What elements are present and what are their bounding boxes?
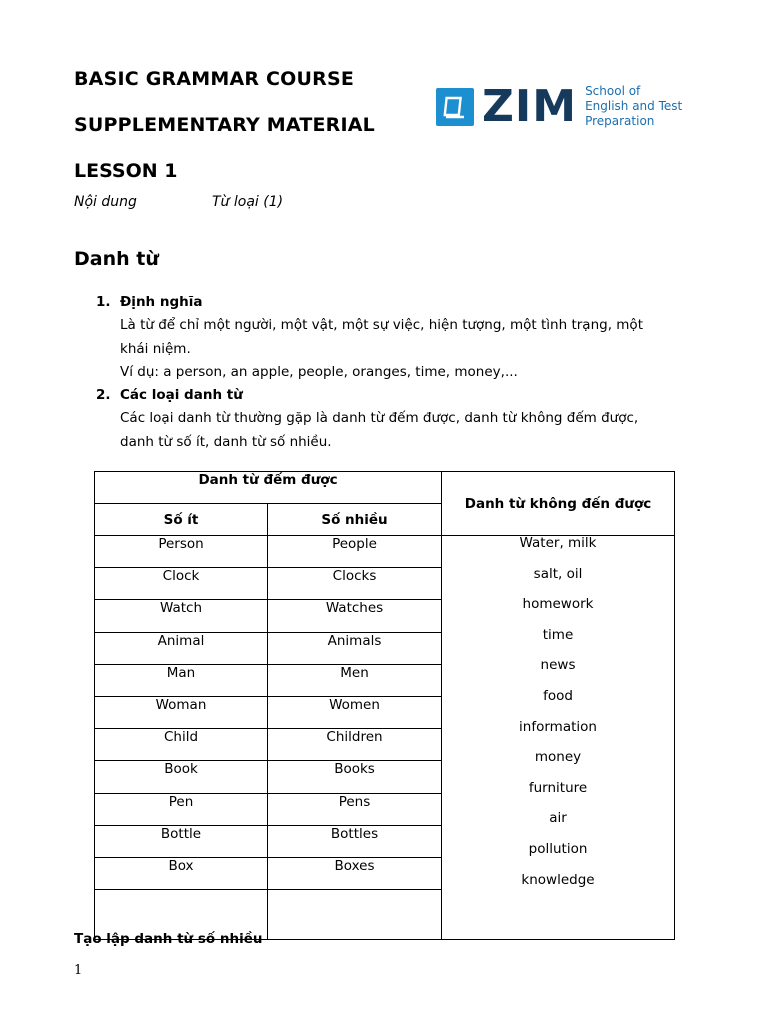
countable-header: Danh từ đếm được	[95, 472, 442, 504]
plural-cell: People	[268, 536, 442, 568]
section-title: Danh từ	[74, 248, 159, 270]
singular-cell: Woman	[95, 696, 268, 728]
empty-plural-cell	[268, 890, 442, 940]
item-1-line-3: Ví dụ: a person, an apple, people, oranges, time, money,...	[120, 364, 518, 380]
logo-tagline	[585, 84, 682, 129]
singular-cell: Person	[95, 536, 268, 568]
content-label: Nội dung	[74, 194, 137, 210]
item-2-line-2: danh từ số ít, danh từ số nhiều.	[120, 434, 332, 450]
uncountable-item: pollution	[528, 840, 588, 857]
plural-cell: Books	[268, 761, 442, 793]
plural-cell: Clocks	[268, 568, 442, 600]
item-1-number: 1.	[96, 294, 111, 310]
singular-header: Số ít	[95, 504, 268, 536]
singular-cell: Clock	[95, 568, 268, 600]
item-2-number: 2.	[96, 387, 111, 403]
uncountable-header: Danh từ không đến được	[442, 472, 675, 536]
plural-header: Số nhiều	[268, 504, 442, 536]
course-subtitle: SUPPLEMENTARY MATERIAL	[74, 114, 375, 136]
plural-cell: Pens	[268, 793, 442, 825]
logo-tag-line2: English and Test	[585, 99, 683, 113]
singular-cell: Animal	[95, 632, 268, 664]
uncountable-item: news	[540, 657, 576, 674]
plural-cell: Animals	[268, 632, 442, 664]
item-2-line-1: Các loại danh từ thường gặp là danh từ đếm được, danh từ không đếm được,	[120, 410, 639, 426]
lesson-title: LESSON 1	[74, 160, 178, 182]
item-1-heading: Định nghĩa	[120, 294, 203, 310]
book-icon	[436, 88, 474, 126]
uncountable-list	[442, 536, 674, 903]
uncountable-item: knowledge	[521, 871, 595, 888]
uncountable-cell	[442, 536, 675, 940]
page-number: 1	[74, 963, 83, 978]
plural-cell: Women	[268, 696, 442, 728]
uncountable-item: money	[534, 749, 582, 766]
uncountable-item: homework	[522, 596, 594, 613]
plural-cell: Bottles	[268, 825, 442, 857]
singular-cell: Book	[95, 761, 268, 793]
singular-cell: Child	[95, 729, 268, 761]
singular-cell: Pen	[95, 793, 268, 825]
uncountable-item: Water, milk	[519, 535, 597, 551]
singular-cell: Man	[95, 664, 268, 696]
logo-tag-line1: School of	[585, 84, 641, 98]
item-1-line-1: Là từ để chỉ một người, một vật, một sự việc, hiện tượng, một tình trạng, một	[120, 317, 643, 333]
uncountable-item: information	[519, 718, 597, 735]
zim-logo	[436, 80, 683, 132]
course-title: BASIC GRAMMAR COURSE	[74, 68, 355, 90]
plural-cell: Boxes	[268, 857, 442, 889]
uncountable-item: air	[549, 810, 567, 827]
uncountable-item: food	[543, 687, 573, 704]
uncountable-item: salt, oil	[533, 565, 583, 582]
noun-table	[94, 471, 675, 940]
item-1-line-2: khái niệm.	[120, 341, 191, 357]
uncountable-item: time	[542, 626, 574, 643]
plural-cell: Watches	[268, 600, 442, 632]
plural-cell: Children	[268, 729, 442, 761]
singular-cell: Watch	[95, 600, 268, 632]
uncountable-item: furniture	[528, 779, 588, 796]
plural-formation-heading: Tạo lập danh từ số nhiều	[74, 931, 263, 947]
logo-wordmark: ZIM	[482, 80, 578, 132]
logo-tag-line3: Preparation	[585, 114, 655, 128]
singular-cell: Box	[95, 857, 268, 889]
content-value: Từ loại (1)	[212, 194, 284, 210]
item-2-heading: Các loại danh từ	[120, 387, 243, 403]
singular-cell: Bottle	[95, 825, 268, 857]
plural-cell: Men	[268, 664, 442, 696]
